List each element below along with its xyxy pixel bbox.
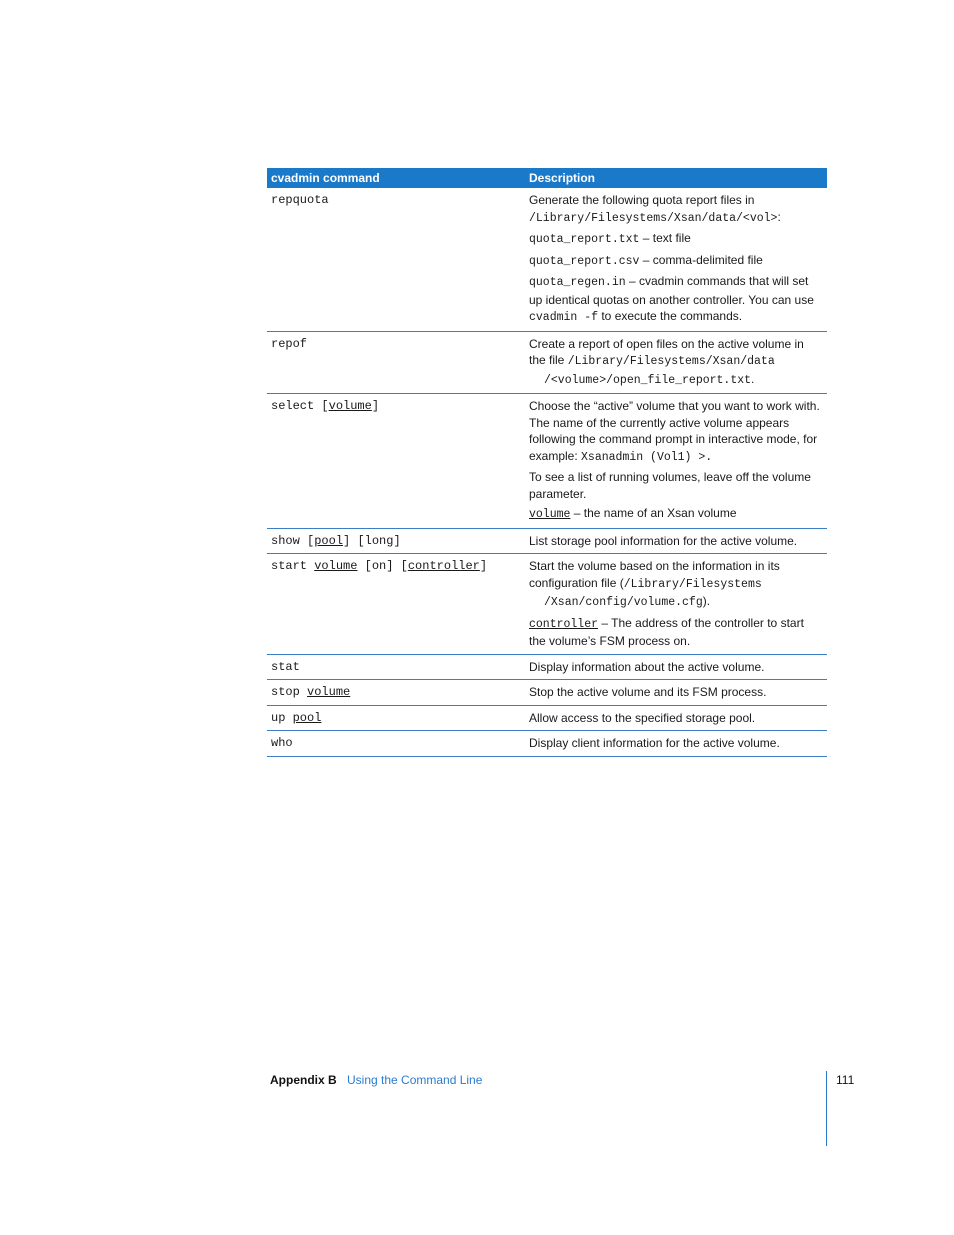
bracket: [ <box>400 559 408 573</box>
bracket: [ <box>307 533 315 548</box>
command-name: select <box>271 399 315 413</box>
path-code: /Library/Filesystems/Xsan/data <box>567 355 775 368</box>
command-cell <box>267 331 525 394</box>
description-text: to execute the commands. <box>598 309 743 323</box>
pool-param: pool <box>314 533 344 548</box>
description-paragraph <box>529 230 823 249</box>
bracket: ] <box>371 399 380 413</box>
description-cell <box>525 680 827 706</box>
file-code: quota_report.txt <box>529 233 640 246</box>
path-code: /Library/Filesystems <box>623 577 762 591</box>
header-command: cvadmin command <box>267 168 525 188</box>
description-cell <box>525 528 827 554</box>
command-name: who <box>271 736 293 750</box>
description-cell <box>525 654 827 680</box>
pool-param: pool <box>292 710 322 725</box>
command-name: start <box>271 559 308 573</box>
long-param: [long] <box>357 533 401 548</box>
controller-param: controller <box>529 617 599 631</box>
description-paragraph <box>529 252 823 271</box>
command-cell <box>267 731 525 757</box>
table-row <box>267 188 827 331</box>
command-cell <box>267 554 525 655</box>
command-name: repquota <box>271 193 329 207</box>
description-text: – text file <box>639 231 691 245</box>
footer-divider <box>826 1071 827 1146</box>
table-row <box>267 554 827 655</box>
description-cell <box>525 394 827 529</box>
description-cell <box>525 705 827 731</box>
footer-appendix-label: Appendix B <box>270 1073 337 1087</box>
description-text: – The address of the controller to start the volume’s FSM process on. <box>529 615 804 648</box>
volume-param: volume <box>328 399 372 413</box>
description-text: – comma-delimited file <box>639 252 763 267</box>
description-cell <box>525 554 827 655</box>
table-row <box>267 394 827 529</box>
command-name: up <box>271 710 286 725</box>
description-text: Create a report of open files on the active volume in the file <box>529 336 804 367</box>
description-paragraph <box>529 469 823 502</box>
description-text: List storage pool information for the active volume. <box>529 533 798 548</box>
description-paragraph <box>529 398 823 466</box>
table-row <box>267 705 827 731</box>
description-cell <box>525 188 827 331</box>
command-name: stop <box>271 685 300 699</box>
table-row <box>267 731 827 757</box>
description-text: : <box>777 209 781 224</box>
description-text: ). <box>702 594 711 608</box>
command-name: repof <box>271 336 308 351</box>
description-cell <box>525 731 827 757</box>
path-code: /<volume>/open_file_report.txt <box>544 373 752 387</box>
prompt-code: Xsanadmin (Vol1) >. <box>581 450 713 464</box>
volume-param: volume <box>529 508 571 521</box>
description-text: – cvadmin commands that will set up identical quotas on another controller. You can use <box>529 274 814 307</box>
table-header-row <box>267 168 827 188</box>
command-name: stat <box>271 659 300 674</box>
bracket: ] <box>343 533 351 548</box>
footer-chapter-link[interactable]: Using the Command Line <box>347 1073 483 1087</box>
description-paragraph <box>529 192 823 227</box>
command-cell <box>267 394 525 529</box>
description-text: Generate the following quota report files in <box>529 193 755 207</box>
file-code: quota_report.csv <box>529 254 640 268</box>
command-cell <box>267 680 525 706</box>
table-row <box>267 654 827 680</box>
on-param: [on] <box>364 559 394 573</box>
path-code: /Xsan/config/volume.cfg <box>544 596 703 609</box>
description-text: Start the volume based on the information in its configuration file ( <box>529 559 780 590</box>
description-cell <box>525 331 827 394</box>
controller-param: controller <box>407 559 480 573</box>
bracket: [ <box>321 399 329 413</box>
description-paragraph <box>529 273 823 327</box>
command-cell <box>267 654 525 680</box>
command-cell <box>267 705 525 731</box>
file-code: quota_regen.in <box>529 276 626 289</box>
page-number: 111 <box>836 1073 855 1087</box>
volume-param: volume <box>307 685 351 699</box>
header-description: Description <box>525 168 827 188</box>
description-paragraph <box>529 505 823 524</box>
description-text: . <box>751 371 755 386</box>
table-row <box>267 331 827 394</box>
description-text: To see a list of running volumes, leave off the volume parameter. <box>529 470 811 501</box>
table-row <box>267 528 827 554</box>
path-code: /Library/Filesystems/Xsan/data/<vol> <box>529 211 778 225</box>
description-text: Stop the active volume and its FSM process. <box>529 685 767 699</box>
volume-param: volume <box>314 559 358 573</box>
description-text: Choose the “active” volume that you want to work with. The name of the currently active volume appears following the command prompt in interactive mode, for example: <box>529 399 820 463</box>
description-paragraph <box>529 615 823 650</box>
table-row <box>267 680 827 706</box>
command-code: cvadmin -f <box>529 311 599 324</box>
description-text: Display information about the active volume. <box>529 659 765 674</box>
command-table <box>267 168 827 757</box>
command-name: show <box>271 533 300 548</box>
bracket: ] <box>479 559 488 573</box>
description-text: Allow access to the specified storage pool. <box>529 710 756 725</box>
command-cell <box>267 528 525 554</box>
description-paragraph <box>529 558 823 612</box>
description-text: – the name of an Xsan volume <box>570 506 737 520</box>
description-text: Display client information for the active volume. <box>529 736 780 750</box>
command-cell <box>267 188 525 331</box>
